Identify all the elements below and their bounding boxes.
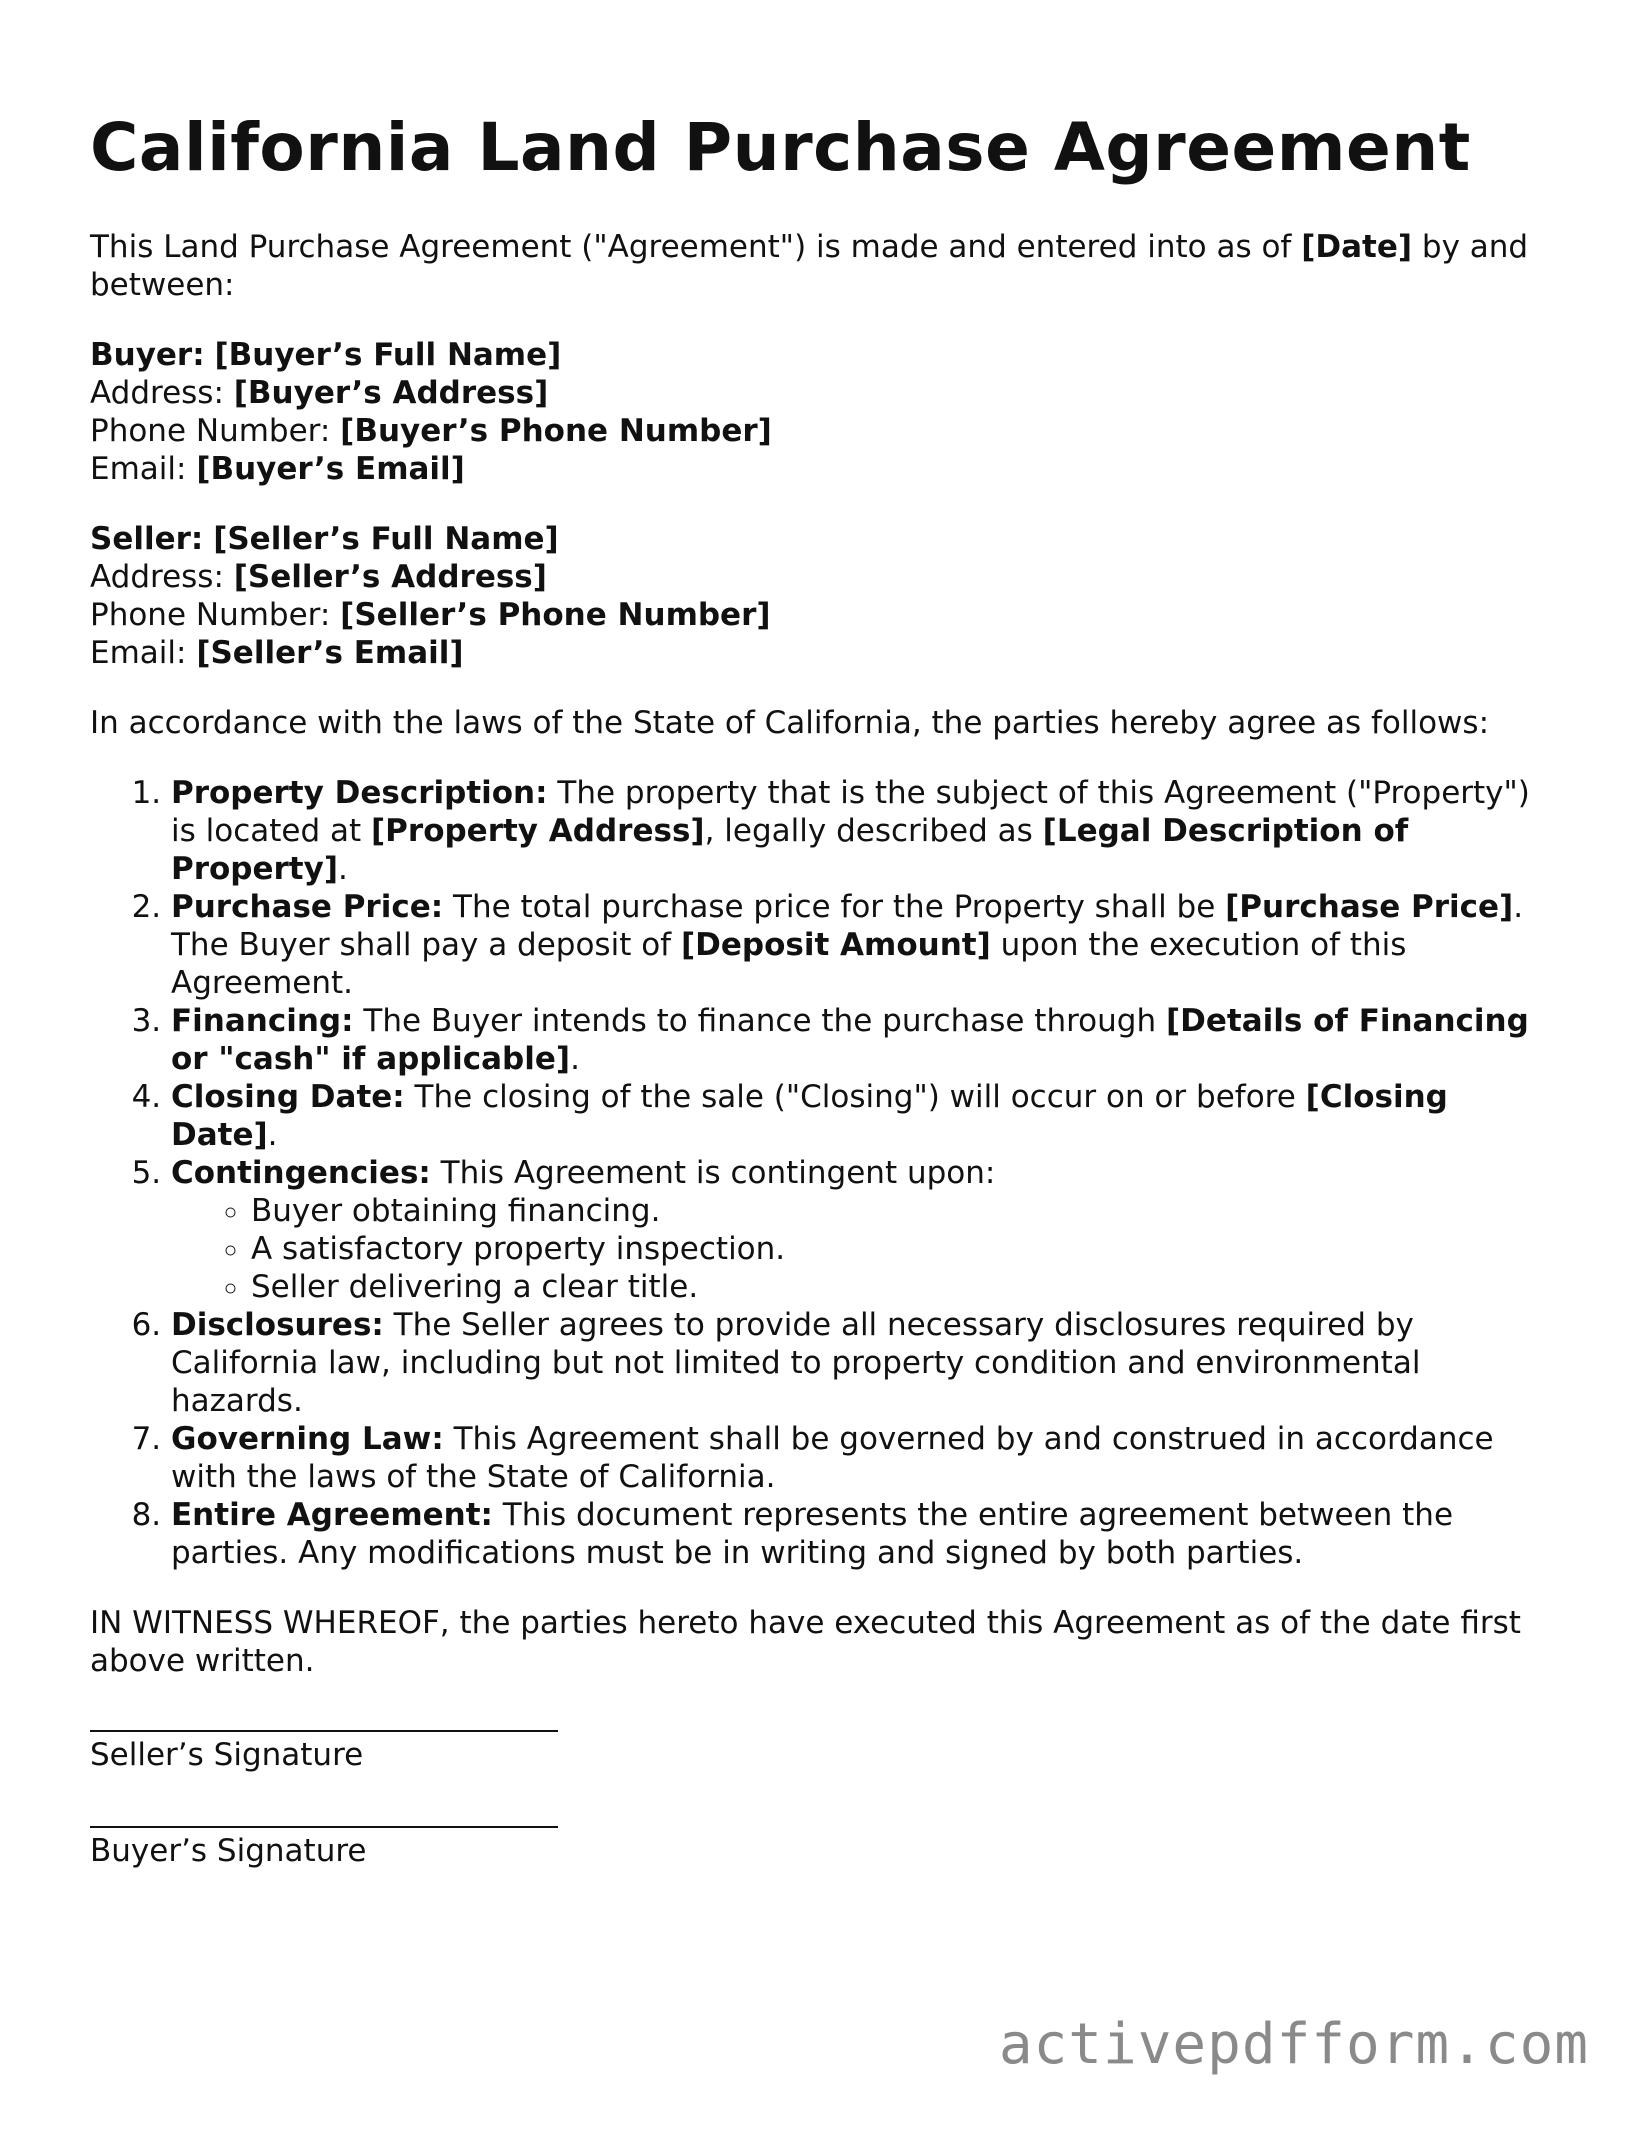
term-heading: Entire Agreement: xyxy=(171,1497,493,1533)
closing-date-placeholder: [Closing Date] xyxy=(171,1079,1448,1153)
seller-signature-label: Seller’s Signature xyxy=(90,1737,364,1773)
seller-details xyxy=(90,520,1560,672)
seller-phone: [Seller’s Phone Number] xyxy=(340,597,771,633)
term-financing xyxy=(171,1002,1560,1078)
contingency-item: ◦ Seller delivering a clear title. xyxy=(251,1268,1560,1306)
contingencies-list xyxy=(171,1192,1560,1306)
seller-address-line xyxy=(90,558,1560,596)
term-heading: Governing Law: xyxy=(171,1421,444,1457)
term-heading: Property Description: xyxy=(171,775,548,811)
seller-signature-block xyxy=(90,1730,1560,1774)
term-contingencies xyxy=(171,1154,1560,1306)
property-address-placeholder: [Property Address] xyxy=(371,813,705,849)
legal-description-placeholder: [Legal Description of Property] xyxy=(171,813,1409,887)
buyer-details xyxy=(90,336,1560,488)
seller-address: [Seller’s Address] xyxy=(233,559,547,595)
term-purchase-price xyxy=(171,888,1560,1002)
term-text: . xyxy=(570,1041,580,1077)
buyer-address-line xyxy=(90,374,1560,412)
seller-email: [Seller’s Email] xyxy=(196,635,464,671)
term-text: This document represents the entire agreement between the parties. Any modifications must be in writing and signed by both parties. xyxy=(171,1497,1454,1571)
intro-text-after: by and between: xyxy=(90,229,1529,303)
buyer-address: [Buyer’s Address] xyxy=(233,375,549,411)
contingency-item: ◦ A satisfactory property inspection. xyxy=(251,1230,1560,1268)
seller-name-line xyxy=(90,520,1560,558)
date-placeholder: [Date] xyxy=(1301,229,1413,265)
term-governing-law xyxy=(171,1420,1560,1496)
deposit-amount-placeholder: [Deposit Amount] xyxy=(680,927,991,963)
term-heading: Contingencies: xyxy=(171,1155,431,1191)
buyer-phone: [Buyer’s Phone Number] xyxy=(340,413,772,449)
intro-paragraph xyxy=(90,228,1560,304)
seller-email-label: Email: xyxy=(90,635,187,671)
term-text: The total purchase price for the Property shall be xyxy=(443,889,1226,925)
buyer-email-label: Email: xyxy=(90,451,187,487)
seller-label: Seller: xyxy=(90,521,204,557)
witness-clause: IN WITNESS WHEREOF, the parties hereto have executed this Agreement as of the date first above written. xyxy=(90,1605,1521,1679)
term-heading: Disclosures: xyxy=(171,1307,384,1343)
terms-list xyxy=(90,774,1560,1572)
term-text: The closing of the sale ("Closing") will occur on or before xyxy=(404,1079,1306,1115)
buyer-phone-line xyxy=(90,412,1560,450)
term-heading: Financing: xyxy=(171,1003,354,1039)
seller-address-label: Address: xyxy=(90,559,224,595)
term-text: . xyxy=(338,851,348,887)
document-page xyxy=(90,108,1560,1922)
buyer-signature-line[interactable] xyxy=(90,1826,558,1828)
term-text: This Agreement is contingent upon: xyxy=(430,1155,996,1191)
seller-signature-line[interactable] xyxy=(90,1730,558,1732)
term-heading: Purchase Price: xyxy=(171,889,444,925)
agreement-intro: In accordance with the laws of the State of California, the parties hereby agree as follows: xyxy=(90,705,1490,741)
term-disclosures xyxy=(171,1306,1560,1420)
purchase-price-placeholder: [Purchase Price] xyxy=(1225,889,1514,925)
watermark: activepdfform.com xyxy=(998,2012,1589,2077)
term-text: . The Buyer shall pay a deposit of xyxy=(171,889,1524,963)
buyer-phone-label: Phone Number: xyxy=(90,413,331,449)
document-title: California Land Purchase Agreement xyxy=(90,109,1471,186)
seller-name: [Seller’s Full Name] xyxy=(213,521,559,557)
financing-details-placeholder: [Details of Financing or "cash" if applicable] xyxy=(171,1003,1529,1077)
term-text: . xyxy=(267,1117,278,1153)
buyer-address-label: Address: xyxy=(90,375,224,411)
buyer-signature-label: Buyer’s Signature xyxy=(90,1833,367,1869)
term-heading: Closing Date: xyxy=(171,1079,405,1115)
term-closing-date xyxy=(171,1078,1560,1154)
buyer-email: [Buyer’s Email] xyxy=(196,451,465,487)
term-text: The Seller agrees to provide all necessary disclosures required by California law, including but not limited to property condition and environmental hazards. xyxy=(171,1307,1421,1419)
intro-text-before: This Land Purchase Agreement ("Agreement") is made and entered into as of xyxy=(90,229,1302,265)
seller-phone-label: Phone Number: xyxy=(90,597,331,633)
term-text: This Agreement shall be governed by and construed in accordance with the laws of the State of California. xyxy=(171,1421,1494,1495)
seller-email-line xyxy=(90,634,1560,672)
term-entire-agreement xyxy=(171,1496,1560,1572)
buyer-name: [Buyer’s Full Name] xyxy=(214,337,562,373)
term-text: The Buyer intends to finance the purchase through xyxy=(353,1003,1166,1039)
buyer-signature-block xyxy=(90,1826,1560,1870)
buyer-label: Buyer: xyxy=(90,337,205,373)
term-text: The property that is the subject of this Agreement ("Property") is located at xyxy=(171,775,1530,849)
term-text: , legally described as xyxy=(704,813,1043,849)
seller-phone-line xyxy=(90,596,1560,634)
buyer-email-line xyxy=(90,450,1560,488)
term-property-description xyxy=(171,774,1560,888)
contingency-item: ◦ Buyer obtaining financing. xyxy=(251,1192,1560,1230)
buyer-name-line xyxy=(90,336,1560,374)
term-text: upon the execution of this Agreement. xyxy=(171,927,1407,1001)
